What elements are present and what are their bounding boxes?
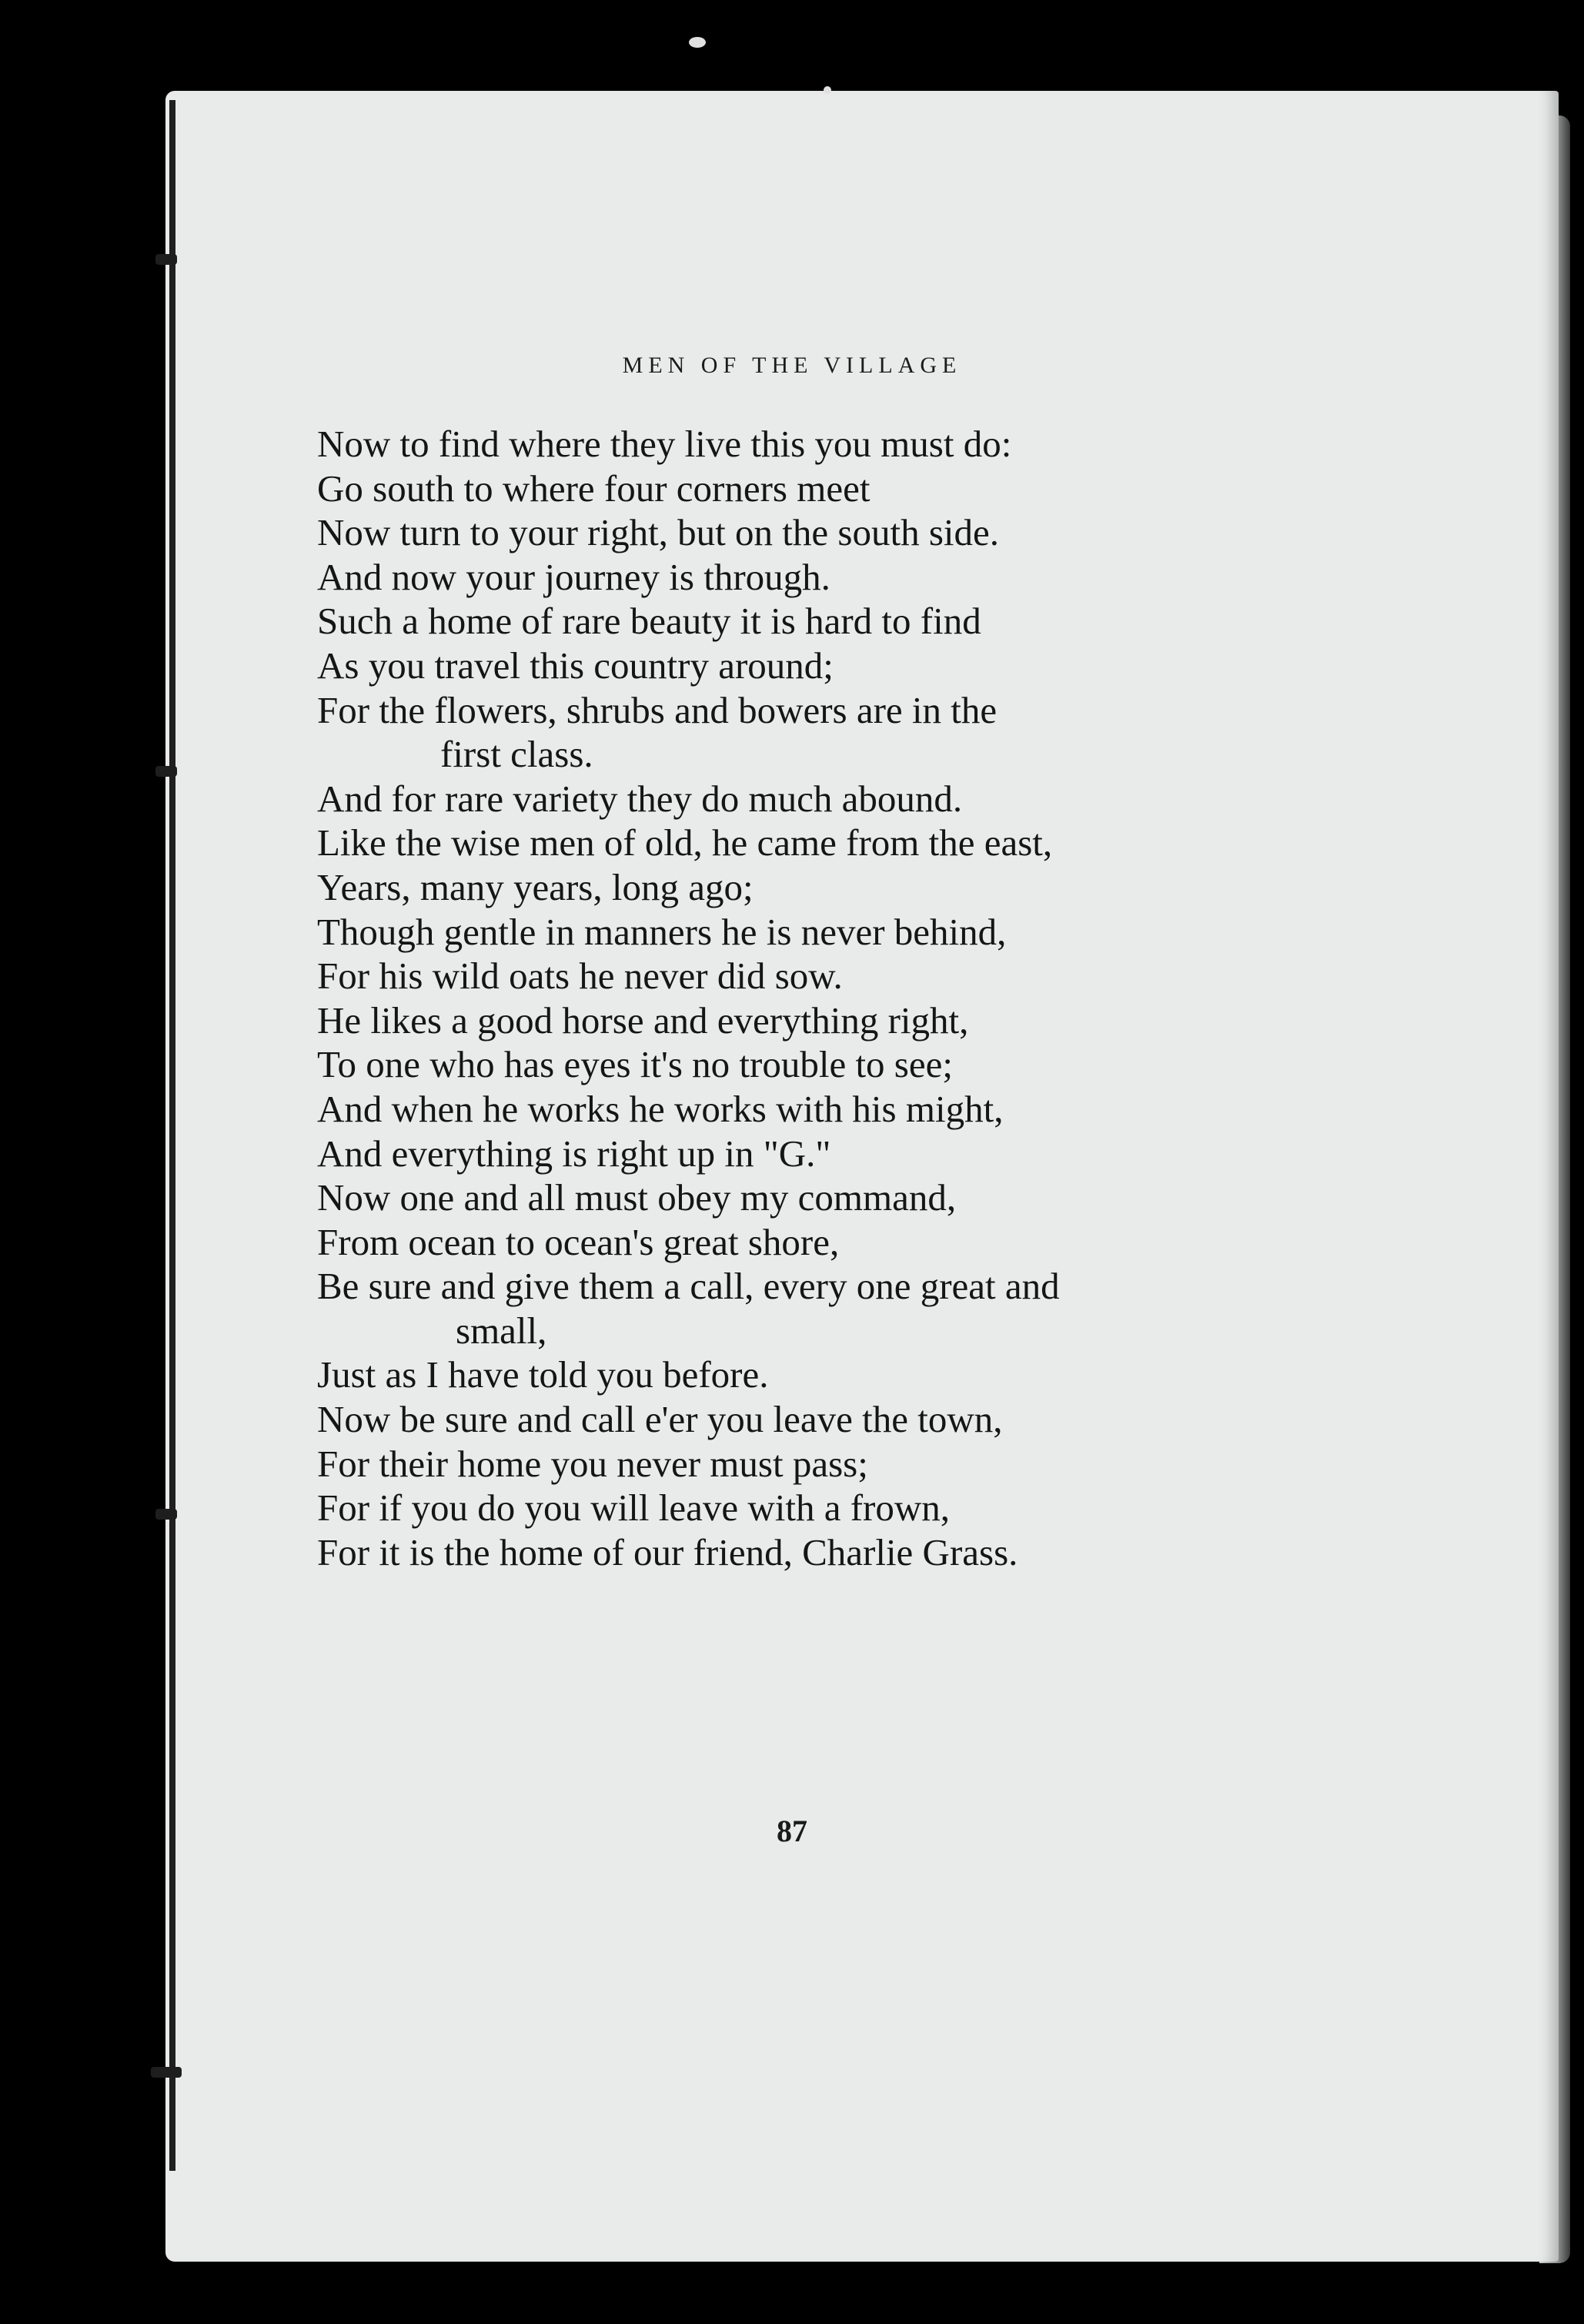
dust-speck <box>689 37 706 48</box>
page-number: 87 <box>777 1814 807 1848</box>
poem-line: As you travel this country around; <box>317 644 834 687</box>
binding-stitch <box>151 2067 182 2078</box>
poem-line: Like the wise men of old, he came from the east, <box>317 821 1053 864</box>
binding-stitch <box>155 254 177 265</box>
dust-speck <box>824 86 831 94</box>
poem-text <box>317 422 1341 1574</box>
poem-line: first class. <box>440 733 593 776</box>
running-head: MEN OF THE VILLAGE <box>622 353 962 378</box>
poem-line: He likes a good horse and everything right, <box>317 998 969 1042</box>
poem-line: And for rare variety they do much abound. <box>317 777 963 820</box>
binding-stitch <box>155 766 177 777</box>
poem-line: To one who has eyes it's no trouble to see; <box>317 1043 953 1086</box>
poem-line: Though gentle in manners he is never behind, <box>317 910 1007 953</box>
poem-line: Just as I have told you before. <box>317 1353 769 1396</box>
poem-line: Now one and all must obey my command, <box>317 1176 957 1219</box>
poem-line: For if you do you will leave with a frown, <box>317 1486 950 1530</box>
poem-line: And when he works he works with his might, <box>317 1087 1004 1130</box>
poem-line: Go south to where four corners meet <box>317 466 871 510</box>
poem-line: small, <box>456 1309 547 1352</box>
poem-line: Years, many years, long ago; <box>317 865 754 908</box>
binding-thread <box>169 100 175 2171</box>
poem-line: And everything is right up in "G." <box>317 1132 831 1175</box>
poem-line: Such a home of rare beauty it is hard to find <box>317 600 981 643</box>
poem-line: From ocean to ocean's great shore, <box>317 1220 840 1263</box>
poem-line: For it is the home of our friend, Charlie Grass. <box>317 1530 1018 1573</box>
poem-line: Now turn to your right, but on the south side. <box>317 511 1000 554</box>
poem-line: Be sure and give them a call, every one great and <box>317 1265 1060 1308</box>
poem-line: For his wild oats he never did sow. <box>317 955 843 998</box>
poem-line: And now your journey is through. <box>317 555 830 598</box>
poem-line: Now be sure and call e'er you leave the town, <box>317 1398 1003 1441</box>
poem-line: For the flowers, shrubs and bowers are in the <box>317 688 998 731</box>
poem-line: For their home you never must pass; <box>317 1442 868 1485</box>
poem-line: Now to find where they live this you must do: <box>317 423 1012 465</box>
binding-stitch <box>155 1509 177 1520</box>
